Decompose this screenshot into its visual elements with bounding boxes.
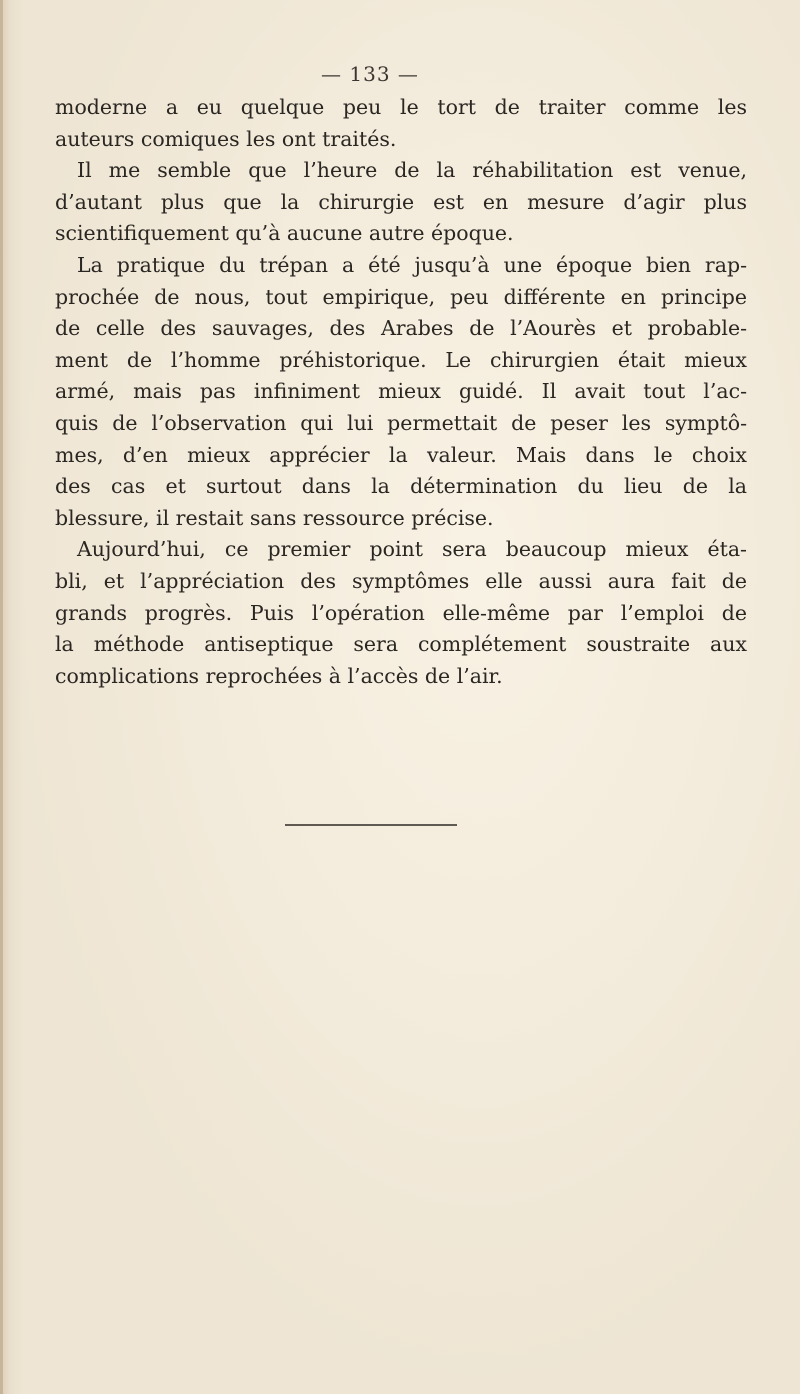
text-line: Il me semble que l’heure de la réhabilitation est venue, xyxy=(77,158,747,183)
text-line: grands progrès. Puis l’opération elle-même par l’emploi de xyxy=(55,600,747,625)
page-number: — 133 — xyxy=(321,62,419,86)
text-line: armé, mais pas infiniment mieux guidé. Il avait tout l’ac- xyxy=(55,379,747,404)
text-line: prochée de nous, tout empirique, peu différente en principe xyxy=(55,284,747,309)
text-line: de celle des sauvages, des Arabes de l’Aourès et probable- xyxy=(55,316,747,341)
body-text xyxy=(55,92,747,692)
text-line: auteurs comiques les ont traités. xyxy=(55,126,397,151)
text-line: Aujourd’hui, ce premier point sera beaucoup mieux éta- xyxy=(77,537,747,562)
text-line: quis de l’observation qui lui permettait de peser les symptô- xyxy=(55,410,747,435)
page-edge xyxy=(0,0,3,1394)
end-rule xyxy=(285,824,457,826)
text-line: moderne a eu quelque peu le tort de traiter comme les xyxy=(55,95,747,119)
text-line: des cas et surtout dans la détermination du lieu de la xyxy=(55,474,747,499)
text-line: la méthode antiseptique sera complétement soustraite aux xyxy=(55,632,747,657)
text-line: ment de l’homme préhistorique. Le chirurgien était mieux xyxy=(55,347,747,372)
text-line: complications reprochées à l’accès de l’air. xyxy=(55,663,503,688)
text-line: bli, et l’appréciation des symptômes elle aussi aura fait de xyxy=(55,568,747,593)
text-line: mes, d’en mieux apprécier la valeur. Mais dans le choix xyxy=(55,442,747,467)
text-line: blessure, il restait sans ressource précise. xyxy=(55,505,494,530)
text-line: scientifiquement qu’à aucune autre époque. xyxy=(55,221,514,246)
text-line: La pratique du trépan a été jusqu’à une époque bien rap- xyxy=(77,252,747,277)
text-line: d’autant plus que la chirurgie est en mesure d’agir plus xyxy=(55,189,747,214)
